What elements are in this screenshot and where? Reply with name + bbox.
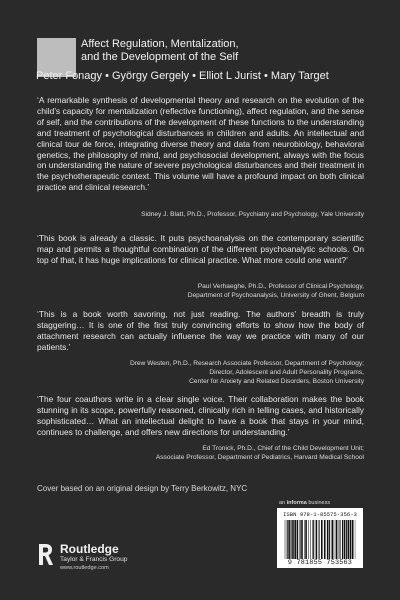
review-attribution xyxy=(64,445,364,463)
barcode-bar xyxy=(324,520,326,559)
barcode-bar xyxy=(305,520,307,559)
barcode-bar xyxy=(348,520,350,559)
title-line: Affect Regulation, Mentalization, xyxy=(81,38,239,50)
review-quote: ‘This book is already a classic. It puts psychoanalysis on the contemporary scientific map and permits a thoughtful combination of the different psychoanalytic schools. On top of that, it has huge implications for clinical practice. What more could one want?’ xyxy=(37,233,364,265)
barcode-bar xyxy=(334,520,335,559)
publisher-imprint: Taylor & Francis Group xyxy=(60,556,128,563)
barcode-bar xyxy=(350,520,352,559)
barcode-bar xyxy=(316,520,318,559)
isbn-label: ISBN 978-1-85575-356-3 xyxy=(283,511,357,518)
barcode-bar xyxy=(329,520,330,559)
informa-brand: informa xyxy=(286,500,307,506)
barcode-bar xyxy=(288,520,290,559)
barcode-bar xyxy=(336,520,338,559)
routledge-logo-icon xyxy=(37,542,54,567)
review-attribution xyxy=(64,211,364,220)
barcode xyxy=(277,508,363,568)
barcode-bar xyxy=(308,520,309,559)
barcode-bar xyxy=(313,520,314,559)
barcode-bar xyxy=(332,520,334,559)
attribution-line: Department of Psychoanalysis, University of Ghent, Belgium xyxy=(187,291,364,299)
barcode-bar xyxy=(344,520,346,559)
barcode-bar xyxy=(294,520,296,559)
barcode-bar xyxy=(304,520,305,559)
barcode-bar xyxy=(310,520,311,559)
attribution-line: Director, Adolescent and Adult Personality Programs, xyxy=(209,368,364,376)
barcode-bar xyxy=(321,520,323,559)
attribution-line: Sidney J. Blatt, Ph.D., Professor, Psychiatry and Psychology, Yale University xyxy=(141,211,364,218)
attribution-line: Drew Westen, Ph.D., Research Associate Professor, Department of Psychology; xyxy=(129,360,364,367)
barcode-bar xyxy=(352,520,354,559)
book-authors: Peter Fonagy • György Gergely • Elliot L Jurist • Mary Target xyxy=(36,70,329,82)
barcode-bar xyxy=(319,520,320,559)
title-line: and the Development of the Self xyxy=(81,51,239,64)
barcode-bars-icon xyxy=(284,520,356,559)
attribution-line: Associate Professor, Department of Pediatrics, Harvard Medical School xyxy=(155,453,364,461)
attribution-line: Center for Anxiety and Related Disorders, Boston University xyxy=(189,377,364,385)
book-title xyxy=(81,38,381,64)
barcode-bar xyxy=(327,520,329,559)
review-quote: ‘This is a book worth savoring, not just reading. The authors’ breadth is truly staggering… It is one of the first truly convincing efforts to show how the body of attachment research can actually influence the way we practice with many of our patients.’ xyxy=(37,309,364,352)
review-attribution xyxy=(64,283,364,301)
barcode-bar xyxy=(312,520,313,559)
barcode-bar xyxy=(339,520,340,559)
publisher-name: Routledge xyxy=(60,542,119,556)
publisher-url: www.routledge.com xyxy=(60,565,109,571)
barcode-bar xyxy=(291,520,292,559)
barcode-digits: 9 781855 753563 xyxy=(287,559,353,567)
review-quote: ‘The four coauthors write in a clear single voice. Their collaboration makes the book stunning in its scope, powerfully reasoned, clinically rich in telling cases, and historically sophisticated… What an intellectual delight to have a book that stays in your mind, continues to challenge, and offers new directions for understanding.’ xyxy=(37,394,364,437)
barcode-bar xyxy=(301,520,303,559)
barcode-bar xyxy=(340,520,341,559)
informa-suffix: business xyxy=(308,500,331,506)
barcode-bar xyxy=(300,520,301,559)
barcode-bar xyxy=(285,520,286,559)
review-attribution xyxy=(64,360,364,387)
attribution-line: Ed Tronick, Ph.D., Chief of the Child Development Unit; xyxy=(202,445,364,452)
barcode-bar xyxy=(287,520,288,559)
barcode-bar xyxy=(338,520,339,559)
barcode-bar xyxy=(292,520,294,559)
barcode-bar xyxy=(342,520,343,559)
barcode-bar xyxy=(297,520,299,559)
attribution-line: Paul Verhaeghe, Ph.D., Professor of Clinical Psychology, xyxy=(197,283,364,290)
review-quote: ‘A remarkable synthesis of developmental theory and research on the evolution of the child’s capacity for mentalization (reflective functioning), affect regulation, and the sense of self, and the contributions of the development of these functions to the understanding and treatment of psychological disturbances in children and adults. An intellectual and clinical tour de force, integrating diverse theory and data from neurobiology, behavioral genetics, the philosophy of mind, and psychosocial development, always with the focus on understanding the nature of severe psychological disturbances and their treatment in the psychotherapeutic context. This volume will have a profound impact on both clinical practice and clinical research.’ xyxy=(37,95,364,193)
informa-prefix: an xyxy=(279,500,286,506)
cover-credit: Cover based on an original design by Terry Berkowitz, NYC xyxy=(37,484,248,493)
informa-business-label xyxy=(279,500,330,506)
barcode-bar xyxy=(346,520,347,559)
